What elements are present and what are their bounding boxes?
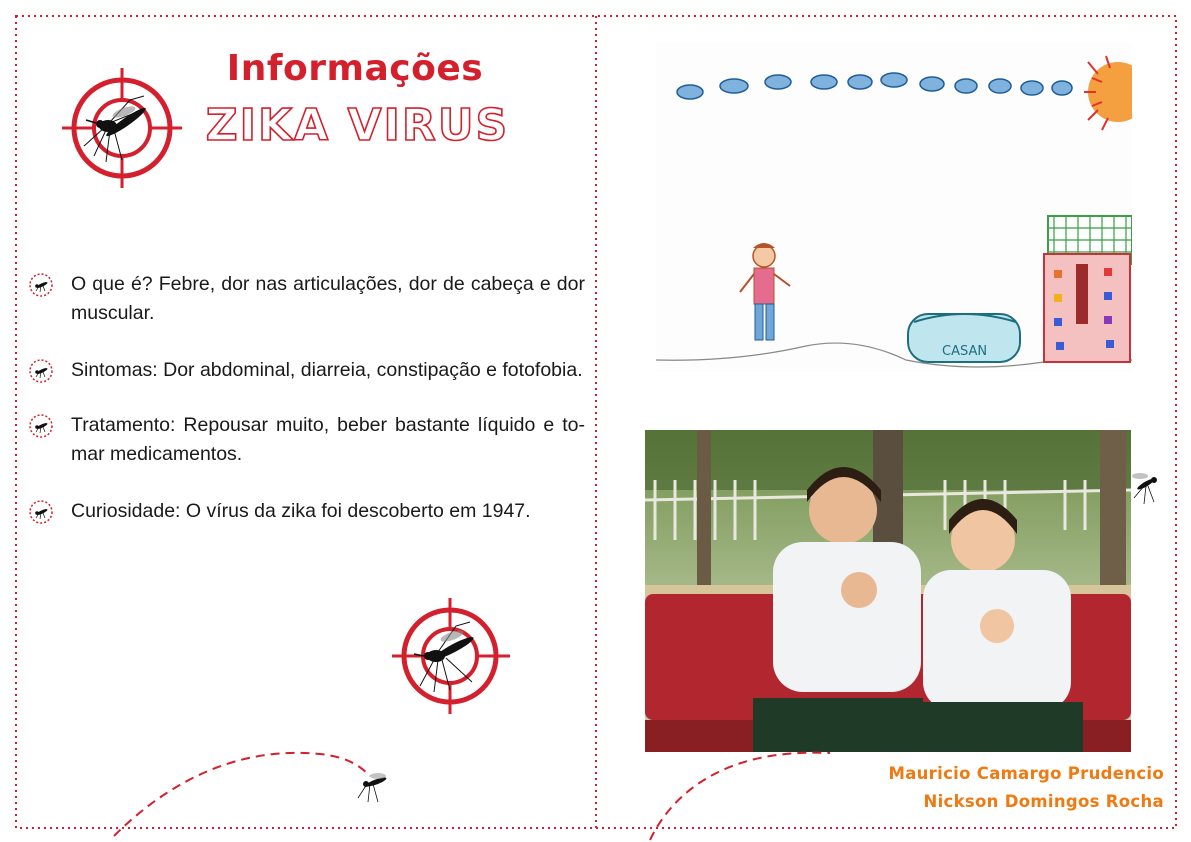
mosquito-bullet-icon xyxy=(28,413,54,439)
item-text: Sintomas: Dor abdominal, diarreia, constipação e fotofobia. xyxy=(71,359,583,381)
students-photo xyxy=(645,430,1131,752)
mosquito-bullet-icon xyxy=(28,272,54,298)
flight-path xyxy=(640,748,840,842)
page-subtitle: ZIKA VIRUS xyxy=(205,100,510,151)
mosquito-target-icon xyxy=(60,66,186,190)
item-text: O que é? Febre, dor nas articulações, dor de cabeça e dor muscular. xyxy=(71,273,585,324)
child-drawing xyxy=(656,42,1132,372)
mosquito-bullet-icon xyxy=(28,358,54,384)
author-name: Mauricio Camargo Prudencio xyxy=(888,764,1164,783)
mosquito-icon xyxy=(352,764,396,808)
water-tank xyxy=(908,314,1020,362)
page-title: Informações xyxy=(226,48,484,89)
item-text: Tratamento: Repousar muito, beber bastante líquido e tomar medicamentos. xyxy=(71,414,585,465)
mosquito-target-icon xyxy=(390,596,512,716)
item-text: Curiosidade: O vírus da zika foi descoberto em 1947. xyxy=(71,500,531,522)
mosquito-bullet-icon xyxy=(28,499,54,525)
mosquito-icon xyxy=(1126,464,1168,508)
author-name: Nickson Domingos Rocha xyxy=(923,792,1164,811)
building-label: CASAN xyxy=(942,344,988,359)
